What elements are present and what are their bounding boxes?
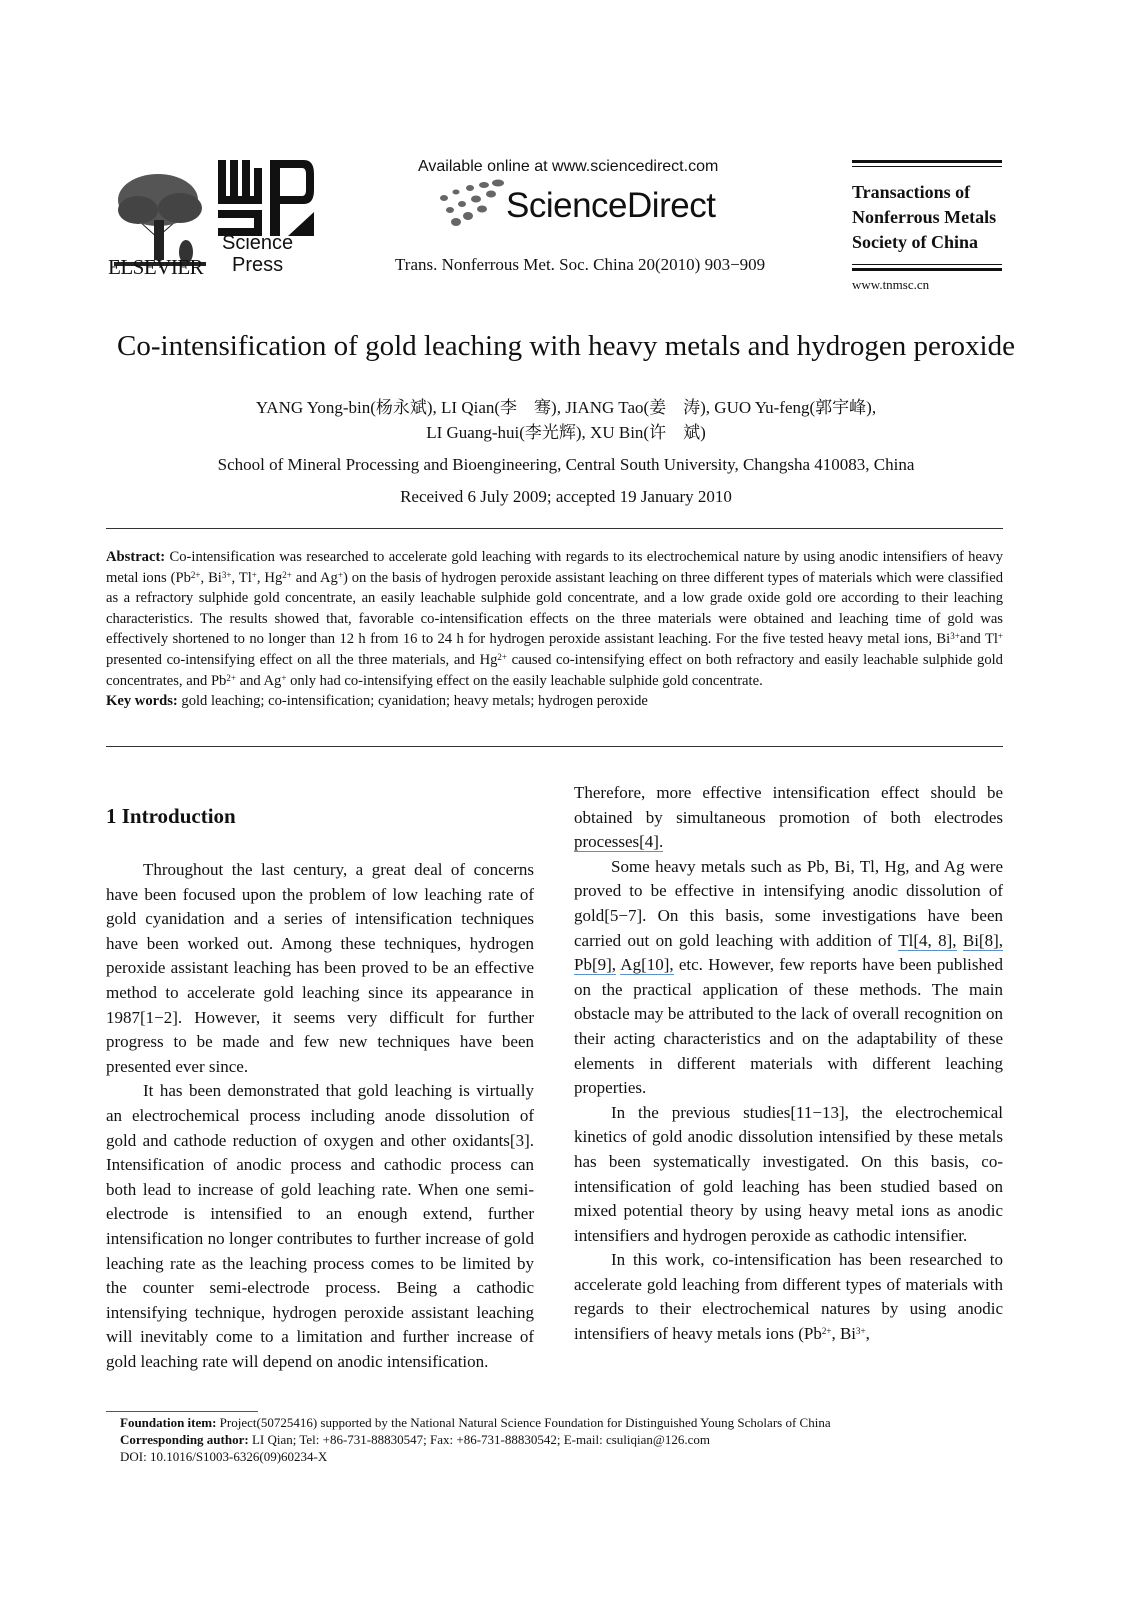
affiliation: School of Mineral Processing and Bioengineering, Central South University, Changsha 410083, China bbox=[217, 455, 915, 474]
journal-name bbox=[852, 180, 996, 255]
paragraph: Therefore, more effective intensification effect should be obtained by simultaneous promotion of both electrodes processes[4]. bbox=[574, 783, 1003, 852]
citation-link[interactable]: Bi[8], bbox=[962, 930, 1003, 950]
citation-link[interactable]: processes[4]. bbox=[574, 832, 664, 852]
foundation-item bbox=[120, 1414, 831, 1431]
journal-name-line2: Nonferrous Metals bbox=[852, 207, 997, 227]
corresponding-label: Corresponding author: bbox=[120, 1432, 249, 1447]
citation-link[interactable]: Pb[9], bbox=[574, 955, 617, 975]
journal-name-line1: Transactions of bbox=[852, 182, 971, 202]
author-list bbox=[0, 395, 1132, 445]
paragraph: Some heavy metals such as Pb, Bi, Tl, Hg, and Ag were proved to be effective in intensifying anodic dissolution of gold[5−7]. On this basis, some investigations have been carried out on gold leaching with addition of Tl[4, 8], Bi[8], Pb[9], Ag[10], etc. However, few reports have been published on the practical application of these methods. The main obstacle may be attributed to the lack of overall recognition on their acting characteristics and on the adaptability of these elements in different materials with different leaching properties. bbox=[574, 856, 1003, 1098]
authors-line2: LI Guang-hui(李光辉), XU Bin(许 斌) bbox=[426, 423, 706, 442]
keywords bbox=[106, 691, 1003, 712]
journal-box-rule-bottom-thin bbox=[852, 264, 1002, 265]
science-press-label bbox=[222, 232, 293, 276]
abstract-label: Abstract: bbox=[106, 549, 166, 565]
paragraph: Throughout the last century, a great deal of concerns have been focused upon the problem of low leaching rate of gold cyanidation and a series of intensification techniques have been worked out. Among these techniques, hydrogen peroxide assistant leaching has been proved to be an effective method to accelerate gold leaching since its appearance in 1987[1−2]. However, it seems very difficult for further progress to be made and few new techniques have been presented ever since. bbox=[106, 860, 534, 1076]
journal-box-rule-bottom bbox=[852, 268, 1002, 271]
divider-bottom bbox=[106, 746, 1003, 747]
footnote-rule bbox=[106, 1411, 258, 1412]
abstract-body: Abstract: Co-intensification was researched to accelerate gold leaching with regards to its electrochemical nature by using anodic intensifiers of heavy metal ions ($Pb^{2+}$, $Bi^{3+}$, Tl+, $Hg^{2+}$ and Ag+) on the basis of hydrogen peroxide assistant leaching on three different types of materials which were classified as a refractory sulphide gold concentrate, an easily leachable sulphide gold concentrate, and a low grade oxide gold ore according to their leaching characteristics. The results showed that, favorable co-intensification effects on the three materials were obtained and leaching time of gold was effectively shortened to no longer than 12 h from 16 to 24 h for hydrogen peroxide assistant leaching. For the five tested heavy metal ions, $Bi^{3+}and$ Tl+ presented co-intensifying effect on all the three materials, and $Hg^{2+}$ caused co-intensifying effect on both refractory and easily leachable sulphide gold concentrates, and $Pb^{2+}$ and Ag+ only had co-intensifying effect on the easily leachable sulphide gold concentrate. bbox=[106, 549, 1003, 689]
paper-title: Co-intensification of gold leaching with heavy metals and hydrogen peroxide bbox=[117, 330, 1015, 362]
science-press-logo bbox=[218, 160, 314, 236]
corresponding-text: LI Qian; Tel: +86-731-88830547; Fax: +86-731-88830542; E-mail: csuliqian@126.com bbox=[251, 1432, 710, 1447]
left-column bbox=[106, 858, 534, 1374]
divider-top bbox=[106, 528, 1003, 529]
received-dates: Received 6 July 2009; accepted 19 January 2010 bbox=[400, 487, 732, 506]
science-press-line2: Press bbox=[232, 254, 284, 276]
keywords-label: Key words: bbox=[106, 693, 178, 710]
journal-name-line3: Society of China bbox=[852, 232, 978, 252]
citation-link[interactable]: Tl[4, 8], bbox=[898, 930, 957, 950]
abstract bbox=[106, 547, 1003, 712]
section-heading-introduction: 1 Introduction bbox=[106, 804, 236, 828]
foundation-text: Project(50725416) supported by the National Natural Science Foundation for Distinguished Young Scholars of China bbox=[219, 1415, 831, 1430]
journal-box-rule-top-thin bbox=[852, 166, 1002, 167]
journal-url: www.tnmsc.cn bbox=[852, 277, 930, 292]
doi: DOI: 10.1016/S1003-6326(09)60234-X bbox=[120, 1449, 328, 1464]
right-column bbox=[574, 781, 1003, 1347]
sciencedirect-dots-logo bbox=[436, 178, 508, 228]
paragraph: In the previous studies[11−13], the electrochemical kinetics of gold anodic dissolution intensified by these metals has been systematically investigated. On this basis, co-intensification of gold leaching has been studied based on mixed potential theory by using heavy metal ions as anodic intensifiers and hydrogen peroxide as cathodic intensifier. bbox=[574, 1102, 1003, 1245]
science-press-line1: Science bbox=[222, 232, 294, 254]
keywords-text: gold leaching; co-intensification; cyanidation; heavy metals; hydrogen peroxide bbox=[181, 693, 648, 710]
paragraph: In this work, co-intensification has been researched to accelerate gold leaching from different types of materials with regards to their electrochemical natures by using anodic intensifiers of heavy metals ions ($Pb^{2+}$, $Bi^{3+}$, bbox=[574, 1250, 1003, 1344]
available-online-text: Available online at www.sciencedirect.com bbox=[418, 158, 719, 175]
journal-box-rule-top bbox=[852, 160, 1002, 163]
journal-citation: Trans. Nonferrous Met. Soc. China 20(2010) 903−909 bbox=[395, 255, 766, 274]
paragraph: It has been demonstrated that gold leaching is virtually an electrochemical process including anode dissolution of gold and cathode reduction of oxygen and other oxidants[3]. Intensification of anodic process and cathodic process can both lead to increase of gold leaching rate. When one semi-electrode is intensified to an enough extend, further intensification no longer contributes to further increase of gold leaching rate as the leaching process comes to be limited by the counter semi-electrode process. Being a cathodic intensifying technique, hydrogen peroxide assistant leaching will inevitably come to a limitation and further increase of gold leaching rate will depend on anodic intensification. bbox=[106, 1081, 534, 1371]
sciencedirect-label: ScienceDirect bbox=[506, 186, 716, 225]
corresponding-author bbox=[120, 1431, 831, 1448]
citation-link[interactable]: Ag[10], bbox=[620, 955, 674, 975]
footnote bbox=[120, 1414, 831, 1465]
foundation-label: Foundation item: bbox=[120, 1415, 217, 1430]
authors-line1: YANG Yong-bin(杨永斌), LI Qian(李 骞), JIANG Tao(姜 涛), GUO Yu-feng(郭宇峰), bbox=[255, 398, 877, 417]
elsevier-label: ELSEVIER bbox=[108, 255, 204, 279]
